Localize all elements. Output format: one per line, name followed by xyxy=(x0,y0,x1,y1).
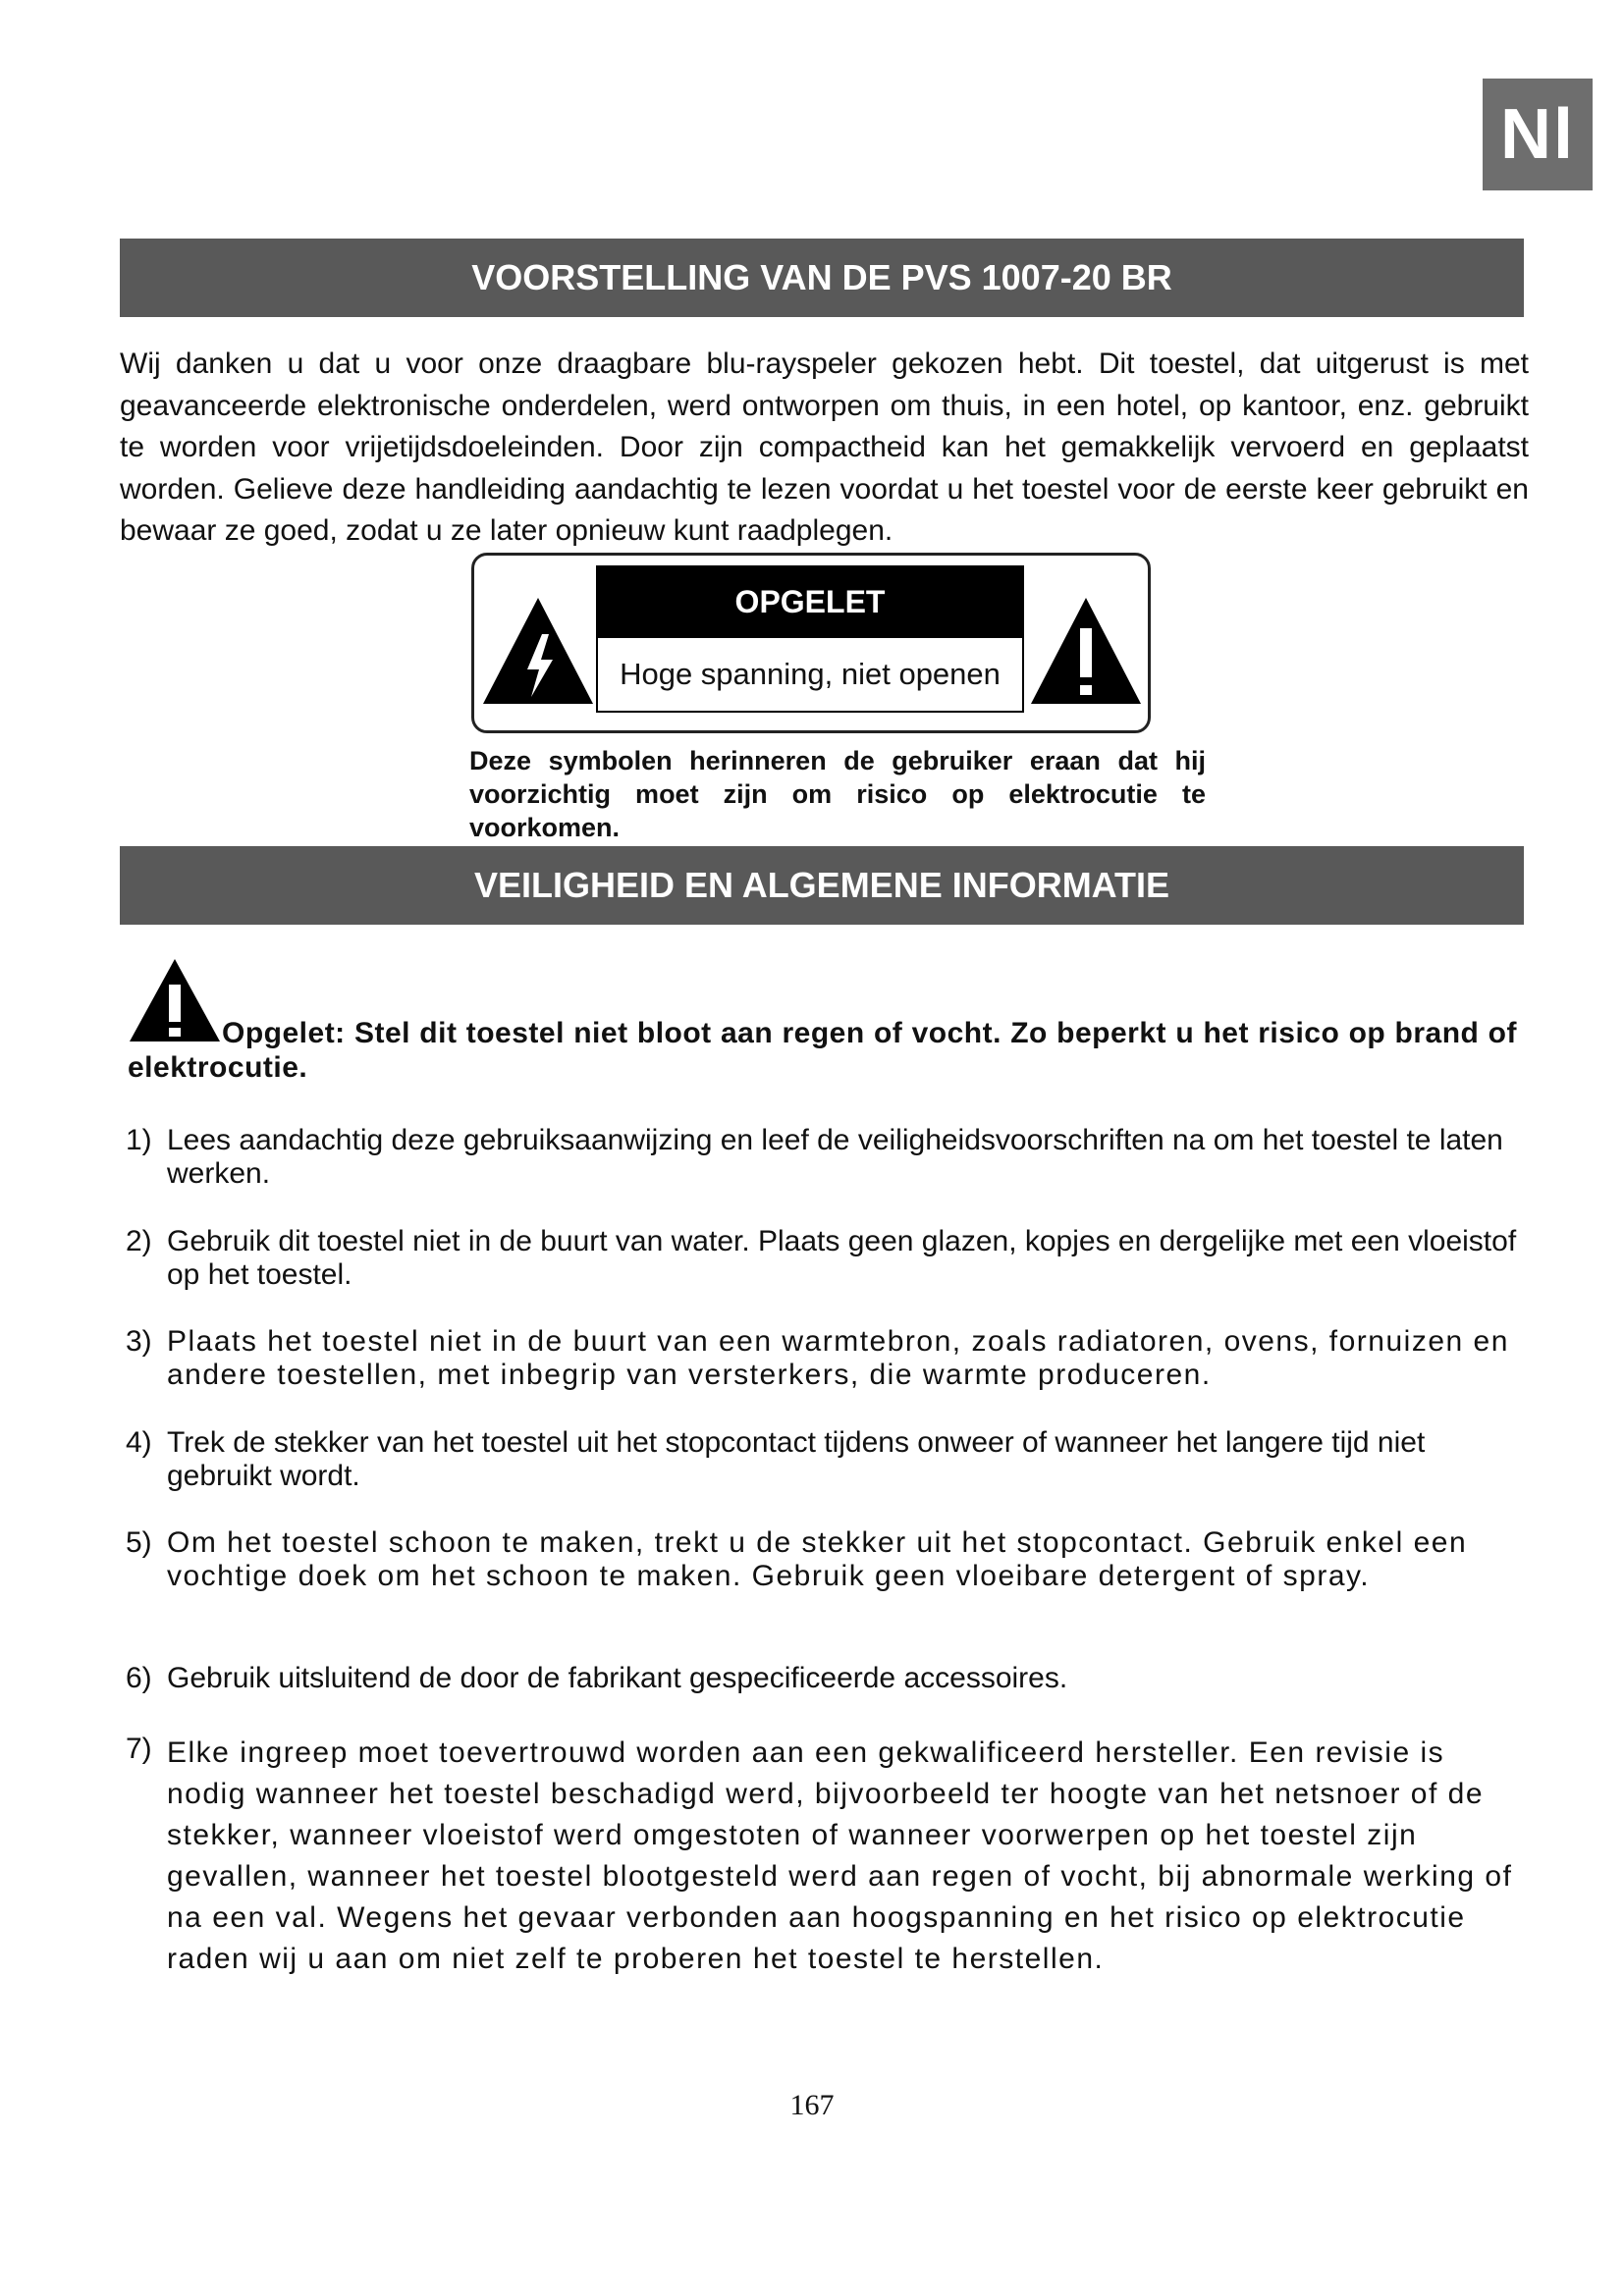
lightning-warning-icon xyxy=(480,595,596,707)
list-item-text: Gebruik dit toestel niet in de buurt van water. Plaats geen glazen, kopjes en dergelijke met een vloeistof op het toestel. xyxy=(167,1225,1517,1291)
list-item xyxy=(126,1325,1530,1392)
list-item xyxy=(126,1124,1530,1191)
intro-paragraph: Wij danken u dat u voor onze draagbare blu-rayspeler gekozen hebt. Dit toestel, dat uitgerust is met geavanceerde elektronische onderdelen, werd ontworpen om thuis, in een hotel, op kantoor, enz. gebruikt te worden voor vrijetijdsdoeleinden. Door zijn compactheid kan het gemakkelijk vervoerd en geplaatst worden. Gelieve deze handleiding aandachtig te lezen voordat u het toestel voor de eerste keer gebruikt en bewaar ze goed, zodat u ze later opnieuw kunt raadplegen. xyxy=(120,347,1529,547)
exclamation-warning-icon xyxy=(1028,595,1144,707)
list-item-number: 3) xyxy=(126,1325,152,1358)
caution-title: OPGELET xyxy=(596,565,1024,638)
language-tab: Nl xyxy=(1483,79,1593,190)
symbol-note: Deze symbolen herinneren de gebruiker eraan dat hij voorzichtig moet zijn om risico op elektrocutie te voorkomen. xyxy=(469,746,1206,842)
list-item-text: Lees aandachtig deze gebruiksaanwijzing en leef de veiligheidsvoorschriften na om het toestel te laten werken. xyxy=(167,1124,1503,1190)
section-title-voorstelling: VOORSTELLING VAN DE PVS 1007-20 BR xyxy=(120,239,1524,317)
caution-text: Hoge spanning, niet openen xyxy=(596,638,1024,713)
list-item xyxy=(126,1526,1530,1593)
warning-text: Opgelet: Stel dit toestel niet bloot aan regen of vocht. Zo beperkt u het risico op brand of elektrocutie. xyxy=(128,1017,1517,1084)
list-item-number: 7) xyxy=(126,1733,152,1765)
list-item-number: 6) xyxy=(126,1662,152,1694)
list-item xyxy=(126,1662,1530,1695)
list-item-text: Plaats het toestel niet in de buurt van een warmtebron, zoals radiatoren, ovens, fornuizen en andere toestellen, met inbegrip van versterkers, die warmte produceren. xyxy=(167,1325,1509,1391)
list-item-text: Elke ingreep moet toevertrouwd worden aan een gekwalificeerd hersteller. Een revisie is nodig wanneer het toestel beschadigd werd, bijvoorbeeld ter hoogte van het netsnoer of de stekker, wanneer vloeistof werd omgestoten of wanneer voorwerpen op het toestel zijn gevallen, wanneer het toestel blootgesteld werd aan regen of vocht, bij abnormale werking of na een val. Wegens het gevaar verbonden aan hoogspanning en het risico op elektrocutie raden wij u aan om niet zelf te proberen het toestel te herstellen. xyxy=(167,1736,1513,1975)
list-item-number: 5) xyxy=(126,1526,152,1559)
list-item xyxy=(126,1733,1530,1980)
list-item xyxy=(126,1426,1530,1493)
list-item-text: Gebruik uitsluitend de door de fabrikant gespecificeerde accessoires. xyxy=(167,1662,1068,1694)
list-item-number: 4) xyxy=(126,1426,152,1459)
caution-label xyxy=(471,553,1151,733)
list-item-number: 1) xyxy=(126,1124,152,1156)
page-number: 167 xyxy=(789,2089,835,2121)
list-item-number: 2) xyxy=(126,1225,152,1257)
list-item-text: Trek de stekker van het toestel uit het stopcontact tijdens onweer of wanneer het langere tijd niet gebruikt wordt. xyxy=(167,1426,1426,1492)
list-item xyxy=(126,1225,1530,1292)
section-title-veiligheid: VEILIGHEID EN ALGEMENE INFORMATIE xyxy=(120,846,1524,925)
list-item-text: Om het toestel schoon te maken, trekt u de stekker uit het stopcontact. Gebruik enkel een vochtige doek om het schoon te maken. Gebruik geen vloeibare detergent of spray. xyxy=(167,1526,1468,1592)
